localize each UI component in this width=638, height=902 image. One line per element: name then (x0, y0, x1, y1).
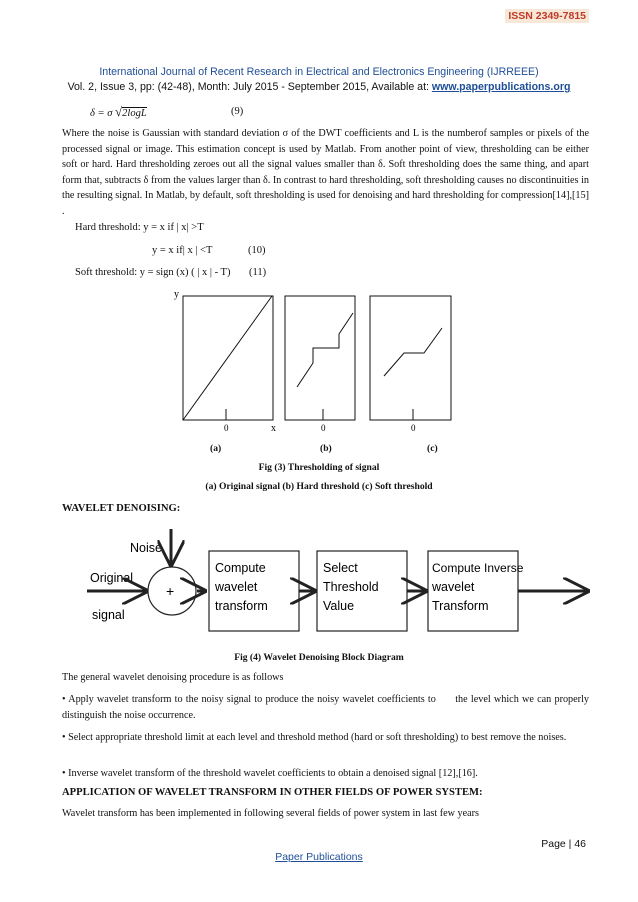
bullet-inverse-transform: • Inverse wavelet transform of the threshold wavelet coefficients to obtain a denoised signal [12],[16]. (62, 768, 478, 779)
equation-9-lhs: δ = σ (90, 108, 113, 119)
plus-sign: + (166, 583, 175, 599)
fig3-caption: Fig (3) Thresholding of signal (258, 462, 380, 473)
section-applications: APPLICATION OF WAVELET TRANSFORM IN OTHER FIELDS OF POWER SYSTEM: (62, 787, 483, 798)
block1-line1: Compute (215, 561, 266, 575)
paragraph-thresholding: Where the noise is Gaussian with standard deviation σ of the DWT coefficients and L is the numberof samples or pixels of the processed signal or image. This estimation concept is used by Matlab. From another point of view, thresholding can be either soft or hard. Hard thresholding zeroes out all the signal values smaller than δ. Soft thresholding does the same thing, and apart form that, subtracts δ from the values larger than δ. In contrast to hard thresholding, soft thresholding causes no discontinuities in the resulting signal. In Matlab, by default, soft thresholding is used for denoising and hard thresholding for compression[14],[15] . (62, 128, 589, 217)
publisher-link[interactable]: Paper Publications (275, 851, 363, 863)
fig3-subcaption: (a) Original signal (b) Hard threshold (c) Soft threshold (205, 481, 433, 492)
block3-line1: Compute Inverse (432, 561, 524, 575)
thresholding-figure (165, 283, 455, 433)
zero-label-a: 0 (224, 423, 229, 433)
bullet-apply-transform: • Apply wavelet transform to the noisy signal to produce the noisy wavelet coefficients to the level which we can properly distinguish the noise occurrence. (62, 694, 592, 721)
panel-a-line (183, 296, 272, 420)
panel-label-b: (b) (320, 443, 332, 454)
panel-c-frame (370, 296, 451, 420)
y-axis-label: y (174, 289, 179, 300)
bullet-select-threshold: • Select appropriate threshold limit at each level and threshold method (hard or soft thresholding) to best remove the noises. (62, 732, 567, 743)
block1-line2: wavelet (215, 580, 258, 594)
sqrt-symbol: √ (115, 104, 123, 119)
panel-c-curve (384, 328, 442, 376)
website-link[interactable]: www.paperpublications.org (431, 81, 571, 93)
volume-line (0, 81, 638, 93)
equation-10-number: (10) (248, 245, 266, 256)
issn-badge: ISSN 2349-7815 (505, 9, 589, 23)
x-axis-label: x (271, 423, 276, 433)
panel-label-c: (c) (427, 443, 438, 454)
panel-label-a: (a) (210, 443, 222, 454)
section-wavelet-denoising: WAVELET DENOISING: (62, 503, 181, 514)
zero-label-b: 0 (321, 423, 326, 433)
panel-b-frame (285, 296, 355, 420)
equation-9-radicand: 2logL (122, 108, 147, 119)
denoising-block-diagram (62, 525, 597, 635)
soft-threshold-line: Soft threshold: y = sign (x) ( | x | - T) (75, 267, 231, 278)
block3-line2: wavelet (432, 580, 475, 594)
panel-b-curve (297, 313, 353, 387)
page-number: Page | 46 (541, 838, 586, 850)
paragraph-procedure: The general wavelet denoising procedure is as follows (62, 672, 284, 683)
fig4-caption: Fig (4) Wavelet Denoising Block Diagram (234, 652, 404, 663)
volume-text: Vol. 2, Issue 3, pp: (42-48), Month: July 2015 - September 2015, Available at: (67, 81, 432, 93)
block2-line2: Threshold (323, 580, 379, 594)
noise-label: Noise (130, 541, 162, 555)
block2-line3: Value (323, 599, 355, 613)
journal-title: International Journal of Recent Research in Electrical and Electronics Engineering (IJRREEE) (99, 66, 539, 78)
equation-9-number: (9) (231, 106, 244, 117)
hard-threshold-line-1: Hard threshold: y = x if | x| >T (75, 222, 204, 233)
block3-line3: Transform (432, 599, 489, 613)
zero-label-c: 0 (411, 423, 416, 433)
original-label: Original (90, 571, 134, 585)
equation-11-number: (11) (249, 267, 267, 278)
block2-line1: Select (323, 561, 358, 575)
block1-line3: transform (215, 599, 268, 613)
signal-label: signal (92, 608, 125, 622)
hard-threshold-line-2: y = x if| x | <T (152, 245, 213, 256)
equation-9 (90, 104, 147, 120)
paragraph-applications: Wavelet transform has been implemented in following several fields of power system in last few years (62, 808, 480, 819)
